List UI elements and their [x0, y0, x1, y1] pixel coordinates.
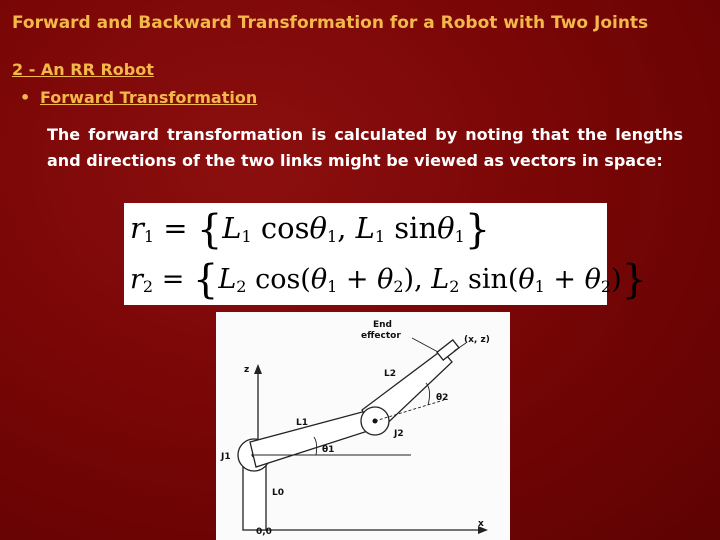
end-effector-pointer-line [412, 338, 438, 352]
l1-label: L1 [296, 418, 308, 428]
theta2-label: θ2 [436, 393, 449, 403]
body-paragraph: The forward transformation is calculated by noting that the lengths and directions of the two links might be viewed as vectors in space: [47, 125, 683, 170]
end-effector-label-2: effector [361, 331, 401, 341]
link-l1 [250, 411, 371, 467]
end-effector-label: End [373, 320, 392, 330]
equation-r1: $r_1 = \{L_1$ cosθ$_1$, $L_1$ sinθ$_1$} [130, 207, 491, 253]
slide-subtitle: 2 - An RR Robot [12, 60, 154, 79]
j1-label: J1 [221, 452, 231, 462]
j2-label: J2 [394, 429, 404, 439]
robot-figure [216, 312, 510, 540]
z-axis-arrow-icon [254, 364, 262, 374]
bullet-dot-icon: • [20, 88, 31, 107]
robot-diagram [216, 312, 510, 540]
x-axis-label: x [478, 519, 484, 529]
z-axis-label: z [244, 365, 250, 375]
slide-title: Forward and Backward Transformation for a Robot with Two Joints [12, 13, 649, 33]
xz-label: (x, z) [464, 335, 490, 345]
l0-label: L0 [272, 488, 284, 498]
l2-label: L2 [384, 369, 396, 379]
bullet-label: Forward Transformation [40, 88, 258, 107]
equation-box [124, 203, 648, 305]
equation-r2: $r_2 = \{L_2$ $\cos(\theta_1 + \theta_2)$, $L_2$ $\sin(\theta_1 + \theta_2)$} [130, 257, 648, 303]
origin-label: 0,0 [256, 527, 272, 537]
theta1-label: θ1 [322, 445, 335, 455]
bullet-item [20, 88, 257, 107]
